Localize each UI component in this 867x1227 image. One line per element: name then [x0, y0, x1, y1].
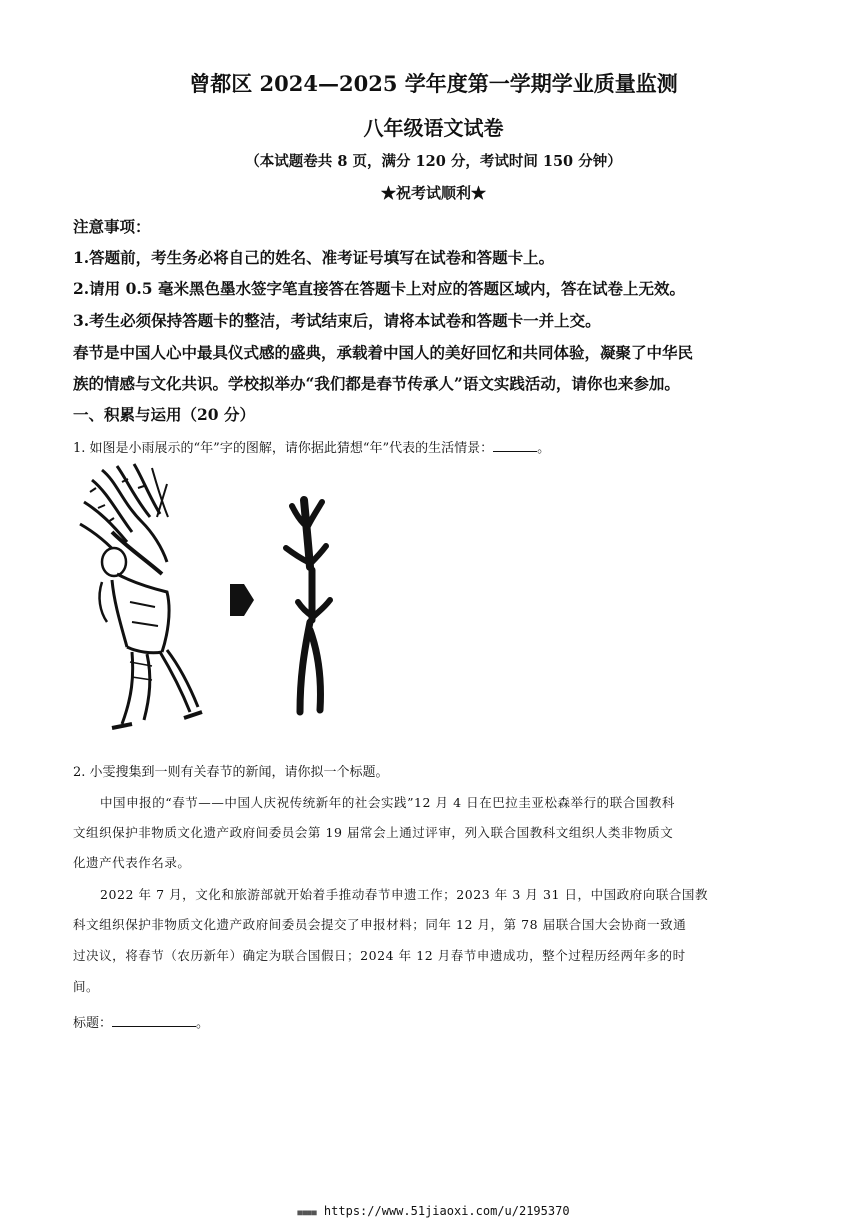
news-paragraph-line: 文组织保护非物质文化遗产政府间委员会第 19 届常会上通过评审，列入联合国教科文组织人类非物质文	[73, 825, 674, 840]
page-title: 曾都区 2024—2025 学年度第一学期学业质量监测	[189, 71, 678, 96]
news-paragraph-line: 间。	[73, 979, 100, 994]
question-1	[73, 437, 550, 456]
notice-item: 2.请用 0.5 毫米黑色墨水签字笔直接答在答题卡上对应的答题区域内，答在试卷上无效。	[73, 279, 685, 298]
nian-character-illustration	[72, 462, 342, 744]
footer-mark: ■■■■	[297, 1208, 317, 1217]
good-luck-line: ★祝考试顺利★	[380, 184, 486, 202]
question-2: 2. 小雯搜集到一则有关春节的新闻，请你拟一个标题。	[73, 765, 389, 780]
question-1-text: 1. 如图是小雨展示的“年”字的图解，请你据此猜想“年”代表的生活情景：	[73, 441, 494, 456]
intro-line: 族的情感与文化共识。学校拟举办“我们都是春节传承人”语文实践活动，请你也来参加。	[73, 374, 680, 393]
footer-url[interactable]: https://www.51jiaoxi.com/u/2195370	[323, 1204, 570, 1218]
ancient-nian-glyph	[286, 500, 330, 712]
news-paragraph-line: 科文组织保护非物质文化遗产政府间委员会提交了申报材料；同年 12 月，第 78 届联合国大会协商一致通	[73, 917, 687, 932]
title-answer-blank[interactable]	[112, 1026, 196, 1027]
notice-item: 3.考生必须保持答题卡的整洁，考试结束后，请将本试卷和答题卡一并上交。	[73, 311, 601, 330]
section-heading: 一、积累与运用（20 分）	[73, 405, 255, 424]
title-answer-line	[73, 1012, 209, 1031]
title-answer-end: 。	[196, 1016, 210, 1031]
news-paragraph-line: 过决议，将春节（农历新年）确定为联合国假日；2024 年 12 月春节申遗成功，整个过程历经两年多的时	[73, 948, 686, 963]
news-paragraph-line: 化遗产代表作名录。	[73, 855, 191, 870]
footer	[0, 1204, 867, 1218]
intro-line: 春节是中国人心中最具仪式感的盛典，承载着中国人的美好回忆和共同体验，凝聚了中华民	[73, 343, 694, 362]
title-answer-label: 标题：	[73, 1016, 113, 1031]
notice-heading: 注意事项：	[73, 217, 151, 236]
exam-info: （本试题卷共 8 页，满分 120 分，考试时间 150 分钟）	[245, 153, 622, 170]
answer-blank[interactable]	[493, 451, 537, 452]
notice-item: 1.答题前，考生务必将自己的姓名、准考证号填写在试卷和答题卡上。	[73, 248, 555, 267]
arrow-right-icon	[230, 584, 254, 616]
exam-subtitle: 八年级语文试卷	[363, 116, 504, 140]
farmer-with-grain-drawing	[80, 464, 202, 728]
news-paragraph-line: 中国申报的“春节——中国人庆祝传统新年的社会实践”12 月 4 日在巴拉圭亚松森举行的联合国教科	[100, 795, 675, 810]
question-1-end: 。	[537, 441, 551, 456]
news-paragraph-line: 2022 年 7 月，文化和旅游部就开始着手推动春节申遗工作；2023 年 3 月 31 日，中国政府向联合国教	[100, 887, 709, 902]
